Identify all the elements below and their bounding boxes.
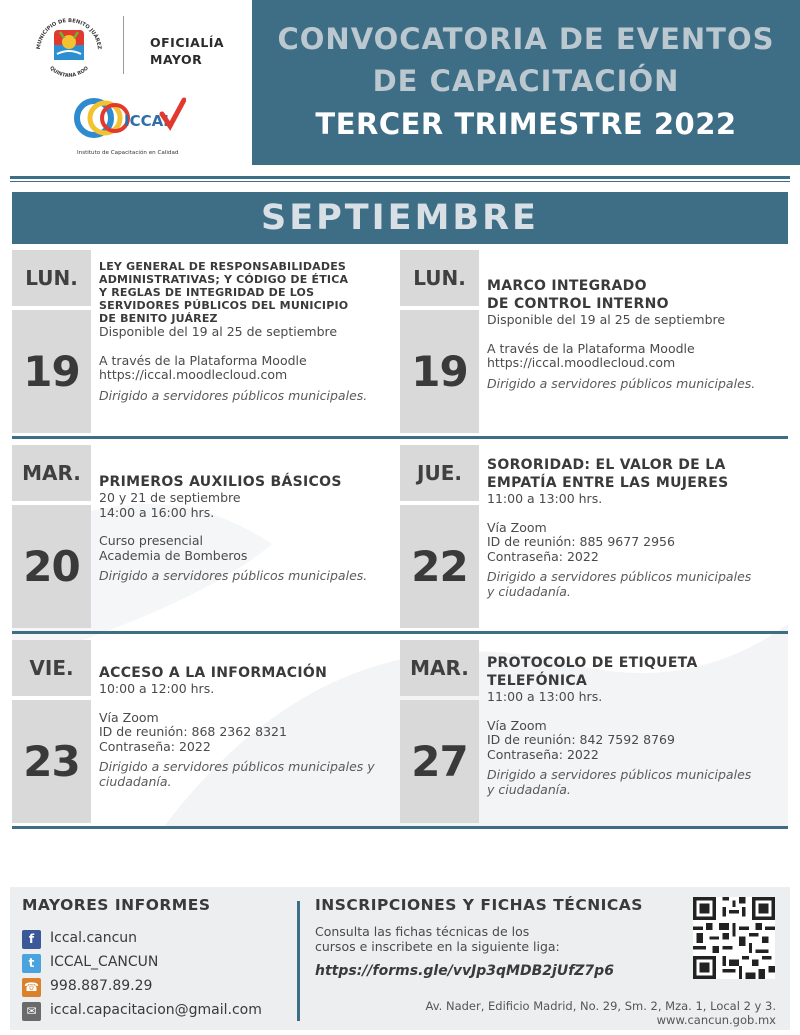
event-schedule-line: 20 y 21 de septiembre	[99, 490, 241, 505]
event-title: PROTOCOLO DE ETIQUETA	[487, 655, 698, 671]
title-line-1: CONVOCATORIA DE EVENTOS	[277, 22, 775, 56]
weekday-label: MAR.	[410, 656, 469, 680]
event-audience: Dirigido a servidores públicos municipales y	[99, 759, 375, 774]
day-box	[400, 310, 479, 433]
svg-text:QUINTANA ROO: QUINTANA ROO	[48, 65, 90, 79]
event-link[interactable]: https://iccal.moodlecloud.com	[487, 355, 676, 370]
event-audience: Dirigido a servidores públicos municipales.	[487, 375, 756, 391]
svg-text:MUNICIPIO DE BENITO JUÁREZ: MUNICIPIO DE BENITO JUÁREZ	[35, 17, 102, 50]
registration-description	[315, 924, 560, 954]
event-card	[12, 634, 400, 826]
title-line-3: TERCER TRIMESTRE 2022	[315, 107, 737, 141]
event-details	[99, 260, 399, 403]
event-location: A través de la Plataforma Moodle	[487, 340, 695, 356]
day-box	[400, 505, 479, 628]
municipal-seal-logo	[30, 12, 108, 90]
day-number: 20	[23, 542, 80, 591]
facebook-handle[interactable]: Iccal.cancun	[50, 930, 138, 946]
row-divider	[12, 826, 788, 829]
event-location: Vía Zoom	[487, 519, 547, 535]
month-label: SEPTIEMBRE	[261, 198, 539, 238]
event-details	[99, 664, 399, 789]
day-number: 27	[411, 737, 468, 786]
email-icon: ✉	[22, 1002, 41, 1021]
weekday-box	[400, 445, 479, 501]
twitter-icon: t	[22, 954, 41, 973]
website-link[interactable]: www.cancun.gob.mx	[656, 1013, 776, 1027]
twitter-contact[interactable]	[22, 953, 292, 973]
event-audience: y ciudadanía.	[487, 583, 571, 599]
weekday-label: VIE.	[29, 656, 74, 680]
event-location: Academia de Bomberos	[99, 547, 248, 563]
registration-link[interactable]: https://forms.gle/vvJp3qMDB2jUfZ7p6	[315, 963, 614, 979]
org-line-2: MAYOR	[150, 52, 203, 67]
weekday-label: MAR.	[22, 461, 81, 485]
registration-desc-line-1: Consulta las fichas técnicas de los	[315, 924, 530, 939]
event-card	[12, 439, 400, 631]
phone-icon: ☎	[22, 978, 41, 997]
event-details	[487, 654, 787, 797]
event-card	[400, 439, 788, 631]
event-meeting-id: ID de reunión: 842 7592 8769	[487, 732, 675, 747]
day-number: 19	[23, 347, 80, 396]
header	[0, 0, 800, 165]
event-meeting-id: ID de reunión: 885 9677 2956	[487, 534, 675, 549]
registration-desc-line-2: cursos e inscribete en la siguiente liga:	[315, 939, 560, 954]
day-box	[12, 505, 91, 628]
event-audience: Dirigido a servidores públicos municipales.	[99, 387, 368, 403]
event-row-1	[12, 244, 788, 439]
weekday-box	[12, 640, 91, 696]
iccal-logo-text: ICCAL	[124, 112, 173, 130]
event-title: PRIMEROS AUXILIOS BÁSICOS	[99, 474, 342, 490]
event-card	[12, 244, 400, 436]
day-box	[12, 700, 91, 823]
event-title: ACCESO A LA INFORMACIÓN	[99, 665, 328, 681]
email-address[interactable]: iccal.capacitacion@gmail.com	[50, 1002, 262, 1018]
twitter-handle[interactable]: ICCAL_CANCUN	[50, 954, 159, 970]
day-number: 19	[411, 347, 468, 396]
event-audience: Dirigido a servidores públicos municipales	[487, 767, 752, 782]
event-schedule-line: Disponible del 19 al 25 de septiembre	[487, 312, 726, 327]
day-number: 22	[411, 542, 468, 591]
phone-number[interactable]: 998.887.89.29	[50, 978, 153, 994]
footer	[10, 887, 790, 1030]
event-location: Vía Zoom	[99, 709, 159, 725]
event-schedule-line: 11:00 a 13:00 hrs.	[487, 689, 603, 704]
logo-divider	[123, 16, 124, 74]
weekday-label: LUN.	[25, 266, 78, 290]
iccal-tagline: Instituto de Capacitación en Calidad	[77, 150, 179, 156]
event-title: Y REGLAS DE INTEGRIDAD DE LOS	[99, 286, 315, 299]
address-block	[426, 999, 776, 1027]
event-audience: Dirigido a servidores públicos municipales.	[99, 568, 368, 583]
event-title: SORORIDAD: EL VALOR DE LA	[487, 457, 726, 473]
event-audience: ciudadanía.	[99, 773, 172, 789]
event-title: MARCO INTEGRADO	[487, 278, 647, 294]
weekday-label: LUN.	[413, 266, 466, 290]
weekday-box	[400, 250, 479, 306]
event-title: TELEFÓNICA	[487, 673, 588, 689]
event-title: EMPATÍA ENTRE LAS MUJERES	[487, 475, 729, 491]
event-details	[487, 277, 787, 391]
address-line: Av. Nader, Edificio Madrid, No. 29, Sm. 2, Mza. 1, Local 2 y 3.	[425, 999, 776, 1013]
facebook-icon: f	[22, 930, 41, 949]
oficialia-mayor-label	[150, 34, 224, 68]
event-row-3	[12, 634, 788, 829]
org-line-1: OFICIALÍA	[150, 35, 225, 50]
registration-heading: INSCRIPCIONES Y FICHAS TÉCNICAS	[315, 896, 643, 914]
phone-contact[interactable]	[22, 977, 292, 997]
day-box	[400, 700, 479, 823]
weekday-box	[400, 640, 479, 696]
event-row-2	[12, 439, 788, 634]
event-password: Contraseña: 2022	[99, 738, 211, 754]
event-title: DE CONTROL INTERNO	[487, 296, 669, 312]
weekday-box	[12, 445, 91, 501]
event-link[interactable]: https://iccal.moodlecloud.com	[99, 367, 288, 382]
header-rule	[10, 176, 790, 179]
event-details	[487, 456, 787, 599]
weekday-label: JUE.	[417, 461, 462, 485]
month-banner	[12, 192, 788, 244]
event-title: LEY GENERAL DE RESPONSABILIDADES	[99, 260, 347, 273]
event-title: ADMINISTRATIVAS; Y CÓDIGO DE ÉTICA	[99, 273, 349, 286]
event-password: Contraseña: 2022	[487, 746, 599, 762]
day-box	[12, 310, 91, 433]
event-schedule-line: 10:00 a 12:00 hrs.	[99, 681, 215, 696]
event-card	[400, 634, 788, 826]
event-location: A través de la Plataforma Moodle	[99, 352, 307, 368]
header-rule-thin	[10, 181, 790, 182]
facebook-contact[interactable]	[22, 929, 292, 949]
event-schedule-line: Disponible del 19 al 25 de septiembre	[99, 324, 338, 339]
event-schedule	[12, 244, 788, 829]
event-location: Vía Zoom	[487, 717, 547, 733]
event-location: Curso presencial	[99, 533, 204, 548]
day-number: 23	[23, 737, 80, 786]
event-title: DE BENITO JUÁREZ	[99, 312, 218, 325]
weekday-box	[12, 250, 91, 306]
email-contact[interactable]	[22, 1001, 292, 1021]
qr-code-icon[interactable]	[693, 897, 775, 979]
title-line-2: DE CAPACITACIÓN	[372, 64, 680, 98]
iccal-logo	[74, 92, 186, 158]
event-password: Contraseña: 2022	[487, 548, 599, 564]
info-heading: MAYORES INFORMES	[22, 896, 211, 914]
event-card	[400, 244, 788, 436]
event-details	[99, 473, 399, 584]
title-panel	[252, 0, 800, 165]
event-schedule-line: 14:00 a 16:00 hrs.	[99, 504, 215, 520]
event-schedule-line: 11:00 a 13:00 hrs.	[487, 491, 603, 506]
event-audience: Dirigido a servidores públicos municipales	[487, 569, 752, 584]
event-title: SERVIDORES PÚBLICOS DEL MUNICIPIO	[99, 299, 349, 312]
event-audience: y ciudadanía.	[487, 781, 571, 797]
logo-area	[0, 0, 252, 165]
footer-divider	[297, 901, 300, 1021]
event-meeting-id: ID de reunión: 868 2362 8321	[99, 724, 287, 739]
